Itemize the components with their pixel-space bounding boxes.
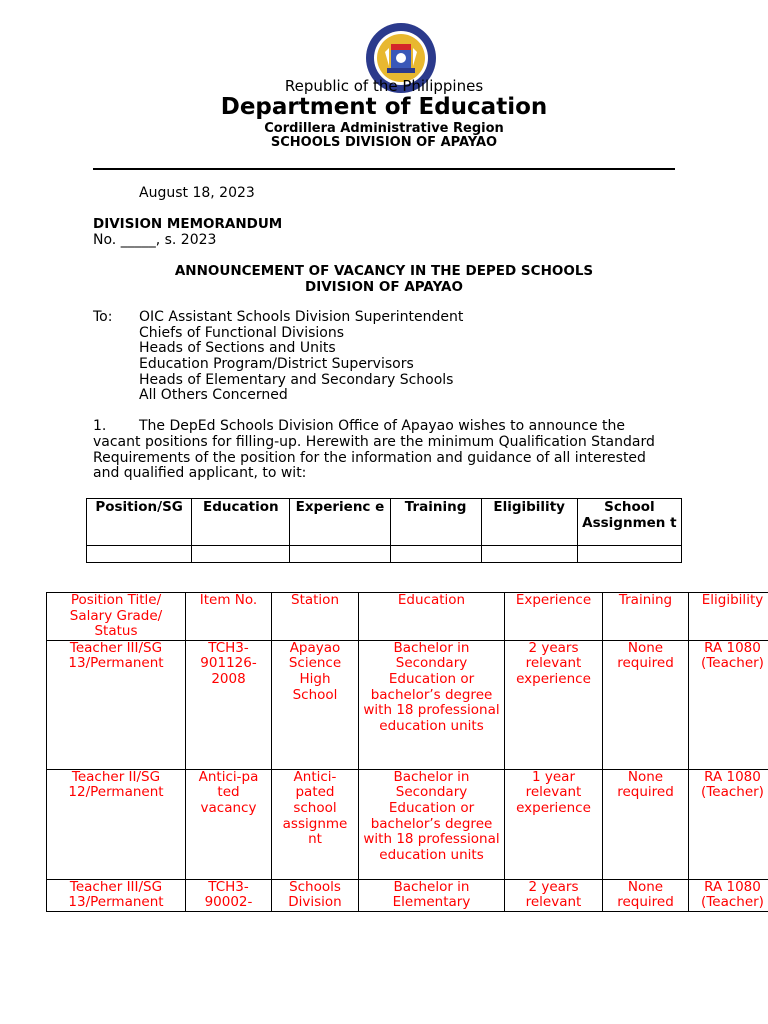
table-cell: None required: [603, 769, 689, 879]
table-header-row: [87, 499, 682, 546]
table-header: Training: [603, 593, 689, 641]
table-cell: TCH3-90002-: [186, 879, 272, 911]
table-cell: [290, 546, 390, 563]
table-header: Experienc e: [290, 499, 390, 546]
recipient-item: OIC Assistant Schools Division Superintendent: [139, 309, 464, 325]
table-header: Position/SG: [87, 499, 192, 546]
table-row: [47, 879, 768, 911]
table-cell: 2 years relevant: [505, 879, 603, 911]
table-cell: TCH3-901126-2008: [186, 640, 272, 769]
table-cell: Antici-pated school assignme nt: [272, 769, 359, 879]
recipient-item: Heads of Sections and Units: [139, 340, 336, 356]
to-label: To:: [93, 309, 113, 325]
vacancy-table: [46, 592, 768, 912]
table-cell: [87, 546, 192, 563]
paragraph-line: and qualified applicant, to wit:: [93, 465, 307, 481]
memo-subject-line-2: DIVISION OF APAYAO: [305, 279, 463, 295]
qualification-table: [86, 498, 682, 563]
recipient-item: All Others Concerned: [139, 387, 288, 403]
table-header: School Assignmen t: [577, 499, 681, 546]
table-cell: [192, 546, 290, 563]
table-header: Training: [390, 499, 481, 546]
table-cell: Bachelor in Secondary Education or bachelor’s degree with 18 professional education units: [359, 640, 505, 769]
table-cell: Bachelor in Secondary Education or bachelor’s degree with 18 professional education units: [359, 769, 505, 879]
memo-number: No. _____, s. 2023: [93, 232, 217, 248]
table-header: Education: [192, 499, 290, 546]
table-cell: Teacher II/SG 12/Permanent: [47, 769, 186, 879]
table-header: Position Title/ Salary Grade/ Status: [47, 593, 186, 641]
table-cell: 1 year relevant experience: [505, 769, 603, 879]
table-cell: Bachelor in Elementary: [359, 879, 505, 911]
paragraph-line: The DepEd Schools Division Office of Apayao wishes to announce the: [139, 418, 626, 434]
table-header-row: [47, 593, 768, 641]
table-header: Item No.: [186, 593, 272, 641]
paragraph-line: Requirements of the position for the information and guidance of all interested: [93, 450, 646, 466]
paragraph-line: vacant positions for filling-up. Herewith are the minimum Qualification Standard: [93, 434, 655, 450]
table-cell: 2 years relevant experience: [505, 640, 603, 769]
department-title: Department of Education: [220, 94, 548, 120]
table-header: Experience: [505, 593, 603, 641]
table-header: Eligibility: [481, 499, 577, 546]
memo-type: DIVISION MEMORANDUM: [93, 216, 283, 232]
table-header: Education: [359, 593, 505, 641]
division-heading: SCHOOLS DIVISION OF APAYAO: [270, 135, 498, 150]
table-cell: RA 1080 (Teacher): [689, 640, 768, 769]
table-cell: None required: [603, 879, 689, 911]
table-cell: [577, 546, 681, 563]
table-cell: [390, 546, 481, 563]
table-cell: Antici-pa ted vacancy: [186, 769, 272, 879]
recipient-item: Education Program/District Supervisors: [139, 356, 414, 372]
table-cell: RA 1080 (Teacher): [689, 769, 768, 879]
table-cell: Teacher III/SG 13/Permanent: [47, 879, 186, 911]
header-divider: [93, 168, 675, 170]
table-row: [47, 769, 768, 879]
table-cell: Teacher III/SG 13/Permanent: [47, 640, 186, 769]
memo-date: August 18, 2023: [139, 185, 255, 201]
table-cell: Schools Division: [272, 879, 359, 911]
recipient-item: Chiefs of Functional Divisions: [139, 325, 344, 341]
table-row: [87, 546, 682, 563]
table-cell: [481, 546, 577, 563]
paragraph-number: 1.: [93, 418, 107, 434]
region-heading: Cordillera Administrative Region: [264, 121, 504, 136]
table-cell: None required: [603, 640, 689, 769]
republic-heading: Republic of the Philippines: [284, 77, 484, 95]
table-cell: RA 1080 (Teacher): [689, 879, 768, 911]
table-header: Station: [272, 593, 359, 641]
recipient-item: Heads of Elementary and Secondary Schools: [139, 372, 454, 388]
memo-subject-line-1: ANNOUNCEMENT OF VACANCY IN THE DEPED SCHOOLS: [174, 263, 594, 279]
table-row: [47, 640, 768, 769]
table-header: Eligibility: [689, 593, 768, 641]
table-cell: Apayao Science High School: [272, 640, 359, 769]
